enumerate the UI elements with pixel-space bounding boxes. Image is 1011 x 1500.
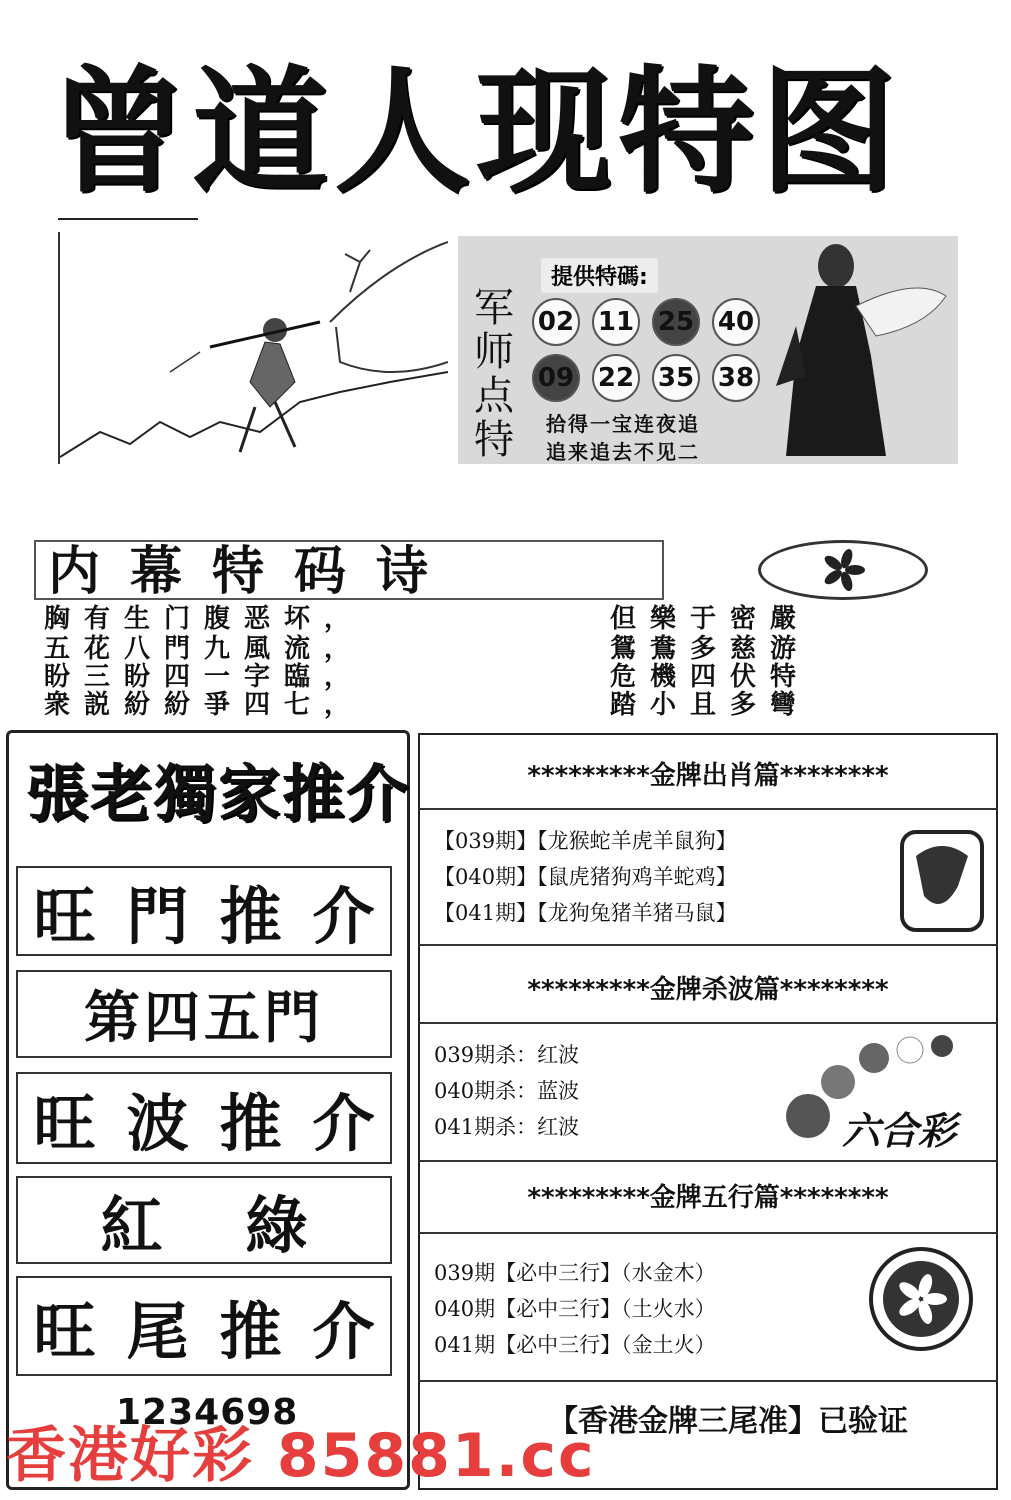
cell-char: 推 xyxy=(219,1086,282,1160)
section-title: *********金牌杀波篇******** xyxy=(527,975,889,1005)
poem-line-left: 五花八門九風流， xyxy=(44,634,365,664)
number-ball: 02 xyxy=(532,298,580,346)
number-ball: 09 xyxy=(532,354,580,402)
zodiac-row: 【041期】【龙狗兔猪羊猪马鼠】 xyxy=(434,901,737,925)
cell-char: 旺 xyxy=(33,1086,96,1160)
promo-verse-1: 拾得一宝连夜追 xyxy=(546,412,700,436)
cell-char: 旺 xyxy=(33,1294,96,1368)
divider xyxy=(58,218,198,220)
poem-line-left: 胸有生门腹恶坏， xyxy=(44,604,365,634)
divider xyxy=(418,1232,998,1234)
recommend-cell xyxy=(16,970,392,1058)
poem-line xyxy=(44,662,974,692)
recommend-cell xyxy=(16,1176,392,1264)
poem-line xyxy=(44,604,974,634)
verified-banner: 【香港金牌三尾准】已验证 xyxy=(548,1404,908,1439)
bauhinia-emblem xyxy=(866,1244,976,1354)
tail-numbers: 1234698 xyxy=(116,1392,299,1433)
poem-line-right: 危機四伏特 xyxy=(610,662,811,692)
number-ball: 25 xyxy=(652,298,700,346)
kill-wave-row: 041期杀：红波 xyxy=(434,1115,580,1139)
divider xyxy=(418,1160,998,1162)
flute-player-illustration xyxy=(58,232,448,464)
section-title: *********金牌出肖篇******** xyxy=(527,761,889,791)
five-elements-row: 040期【必中三行】（土火水） xyxy=(434,1297,716,1321)
dragon-icon xyxy=(896,826,988,936)
promo-panel xyxy=(458,236,958,464)
cell-char: 門 xyxy=(126,879,189,953)
divider xyxy=(418,808,998,810)
poem-line-right: 鴛鴦多慈游 xyxy=(610,634,811,664)
cell-char: 波 xyxy=(126,1086,189,1160)
promo-verse-2: 追来追去不见二 xyxy=(546,440,700,464)
poem-line-left: 衆説紛紛爭四七， xyxy=(44,690,365,720)
zodiac-row: 【040期】【鼠虎猪狗鸡羊蛇鸡】 xyxy=(434,865,737,889)
number-ball: 40 xyxy=(712,298,760,346)
poem-title: 内幕特码诗 xyxy=(34,540,664,600)
divider xyxy=(418,944,998,946)
five-elements-row: 041期【必中三行】（金土火） xyxy=(434,1333,716,1357)
kill-wave-row: 039期杀：红波 xyxy=(434,1043,580,1067)
cell-char: 綠 xyxy=(245,1188,308,1262)
kill-wave-row: 040期杀：蓝波 xyxy=(434,1079,580,1103)
ball-row-1 xyxy=(532,298,760,346)
number-ball: 38 xyxy=(712,354,760,402)
recommendation-heading: 張老獨家推介 xyxy=(26,757,411,830)
number-ball: 11 xyxy=(592,298,640,346)
cell-char: 紅 xyxy=(100,1188,163,1262)
mark-six-logo-text: 六合彩 xyxy=(842,1109,957,1153)
cell-char: 尾 xyxy=(126,1294,189,1368)
cell-char: 介 xyxy=(312,1086,375,1160)
divider xyxy=(418,1022,998,1024)
recommend-cell xyxy=(16,1276,392,1376)
number-ball: 35 xyxy=(652,354,700,402)
cell-text: 第四五門 xyxy=(84,986,324,1051)
poem-line-right: 但樂于密嚴 xyxy=(610,604,811,634)
five-elements-row: 039期【必中三行】（水金木） xyxy=(434,1261,716,1285)
ball-row-2 xyxy=(532,354,760,402)
poem-line-left: 盼三盼四一字臨， xyxy=(44,662,365,692)
promo-label: 提供特碼: xyxy=(541,258,658,293)
strategist-figure-illustration xyxy=(776,236,958,464)
cell-char: 旺 xyxy=(33,879,96,953)
poem-line xyxy=(44,690,974,720)
divider xyxy=(418,1380,998,1382)
zodiac-row: 【039期】【龙猴蛇羊虎羊鼠狗】 xyxy=(434,829,737,853)
poem-line-right: 踏小且多彎 xyxy=(610,690,811,720)
poem-line xyxy=(44,634,974,664)
section-title: *********金牌五行篇******** xyxy=(527,1183,889,1213)
page-title: 曾道人现特图 xyxy=(50,54,902,212)
vertical-label: 军师点特 xyxy=(474,285,514,463)
recommend-cell xyxy=(16,866,392,956)
recommend-cell xyxy=(16,1072,392,1164)
cell-char: 推 xyxy=(219,1294,282,1368)
cell-char: 介 xyxy=(312,1294,375,1368)
cell-char: 推 xyxy=(219,879,282,953)
site-watermark: 香港好彩 85881.cc xyxy=(6,1421,596,1491)
number-ball: 22 xyxy=(592,354,640,402)
bauhinia-emblem xyxy=(758,540,928,600)
cell-char: 介 xyxy=(312,879,375,953)
